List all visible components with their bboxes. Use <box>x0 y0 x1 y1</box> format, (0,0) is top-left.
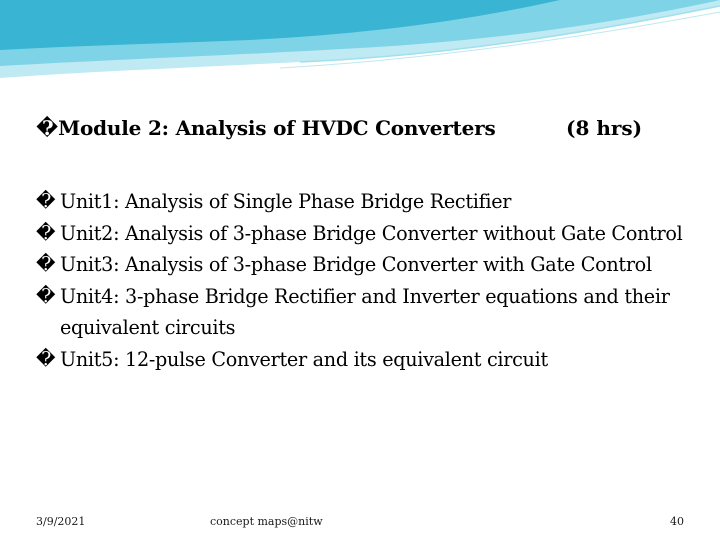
module-title: �Module 2: Analysis of HVDC Converters <box>36 116 496 140</box>
footer-date: 3/9/2021 <box>36 515 86 528</box>
list-item <box>36 249 696 281</box>
list-item <box>36 344 696 376</box>
unit-text: Unit2: Analysis of 3-phase Bridge Converter without Gate Control <box>60 221 683 245</box>
bullet-icon: � <box>36 221 56 244</box>
list-item <box>36 281 696 344</box>
unit-text: Unit4: 3-phase Bridge Rectifier and Inverter equations and their equivalent circuits <box>60 284 670 339</box>
list-item <box>36 218 696 250</box>
bullet-icon: � <box>36 190 56 212</box>
page-number: 40 <box>670 515 684 528</box>
footer-center-text: concept maps@nitw <box>210 515 323 528</box>
bullet-icon: � <box>36 347 56 370</box>
unit-list <box>36 186 696 375</box>
bullet-icon: � <box>36 284 56 307</box>
bullet-icon: � <box>36 253 56 275</box>
unit-text: Unit5: 12-pulse Converter and its equivalent circuit <box>60 347 548 371</box>
module-hours: (8 hrs) <box>566 116 643 140</box>
header-wave-decoration <box>0 0 720 90</box>
unit-text: Unit3: Analysis of 3-phase Bridge Converter with Gate Control <box>60 253 652 276</box>
list-item <box>36 186 696 218</box>
unit-text: Unit1: Analysis of Single Phase Bridge Rectifier <box>60 190 512 213</box>
